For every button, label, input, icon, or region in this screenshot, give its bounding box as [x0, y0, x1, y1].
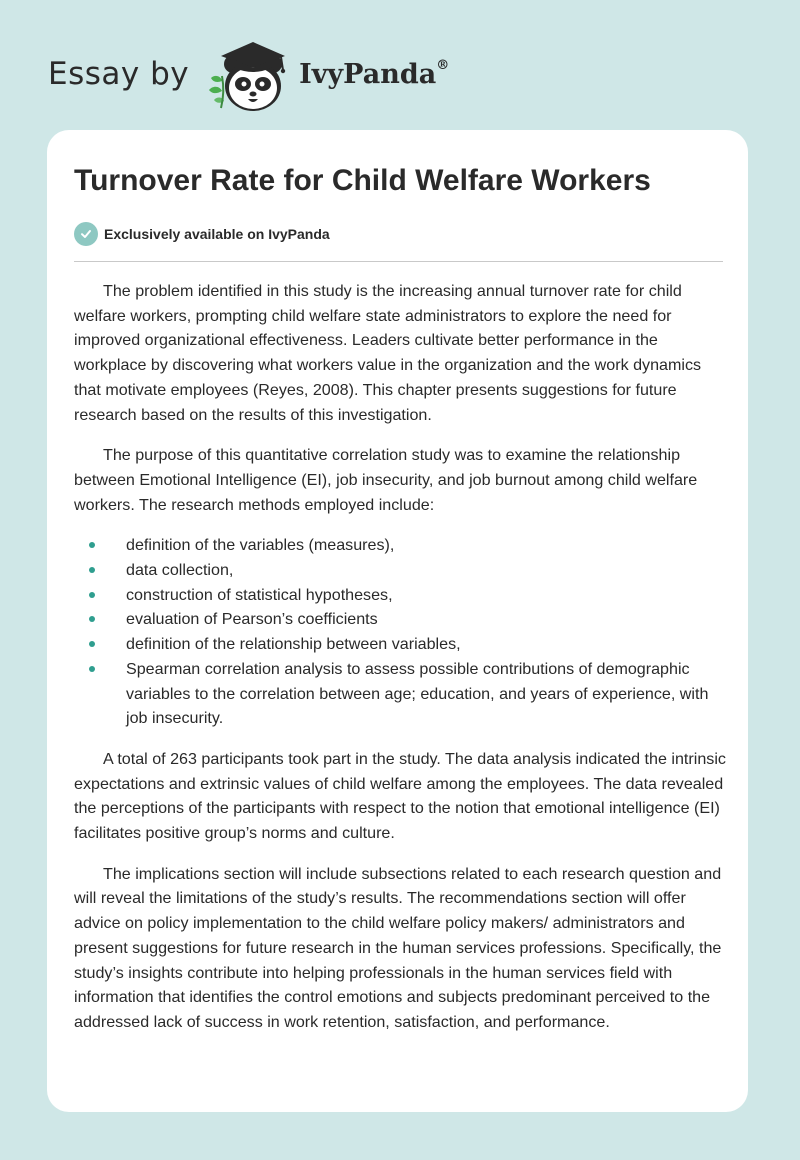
exclusive-badge	[74, 222, 330, 246]
paragraph: The problem identified in this study is the increasing annual turnover rate for child welfare workers, prompting child welfare state administrators to explore the need for improved organizational effectiveness. Leaders cultivate better performance in the workplace by discovering what workers value in the organization and the work dynamics that motivate employees (Reyes, 2008). This chapter presents suggestions for future research based on the results of this investigation.	[74, 282, 702, 424]
check-circle-icon	[74, 222, 98, 246]
list-item: data collection,	[126, 558, 726, 583]
paragraph: A total of 263 participants took part in the study. The data analysis indicated the intrinsic expectations and extrinsic values of child welfare among the employees. The data revealed the perceptions of the participants with respect to the notion that emotional intelligence (EI) facilitates positive group’s norms and culture.	[74, 749, 726, 843]
paragraph: The implications section will include subsections related to each research question and will reveal the limitations of the study’s results. The recommendations section will offer advice on policy implementation to the child welfare policy makers/ administrators and present suggestions for future research in the human services professions. Specifically, the study’s insights contribute into helping professionals in the human services field with information that identifies the control emotions and subjects predominant perceived to the addressed lack of success in work retention, satisfaction, and performance.	[74, 864, 722, 1031]
list-item: definition of the variables (measures),	[126, 533, 726, 558]
essay-body	[74, 279, 726, 1051]
list-item: evaluation of Pearson’s coefficients	[126, 607, 726, 632]
site-header	[48, 34, 449, 114]
essay-card	[47, 130, 748, 1112]
exclusive-badge-label: Exclusively available on IvyPanda	[104, 226, 330, 242]
list-item: definition of the relationship between variables,	[126, 632, 726, 657]
list-item: construction of statistical hypotheses,	[126, 583, 726, 608]
panda-graduate-icon[interactable]	[205, 34, 295, 114]
essay-by-label: Essay by	[48, 56, 190, 92]
paragraph: The purpose of this quantitative correlation study was to examine the relationship between Emotional Intelligence (EI), job insecurity, and job burnout among child welfare workers. The research methods employed include:	[74, 446, 698, 514]
brand-name[interactable]	[299, 59, 449, 90]
methods-list	[74, 533, 726, 731]
list-item: Spearman correlation analysis to assess possible contributions of demographic variables to the correlation between age; education, and years of experience, with job insecurity.	[126, 657, 726, 731]
registered-mark: ®	[436, 57, 450, 73]
divider	[74, 261, 723, 262]
brand-name-text: IvyPanda	[299, 58, 437, 90]
page-title: Turnover Rate for Child Welfare Workers	[74, 164, 651, 197]
